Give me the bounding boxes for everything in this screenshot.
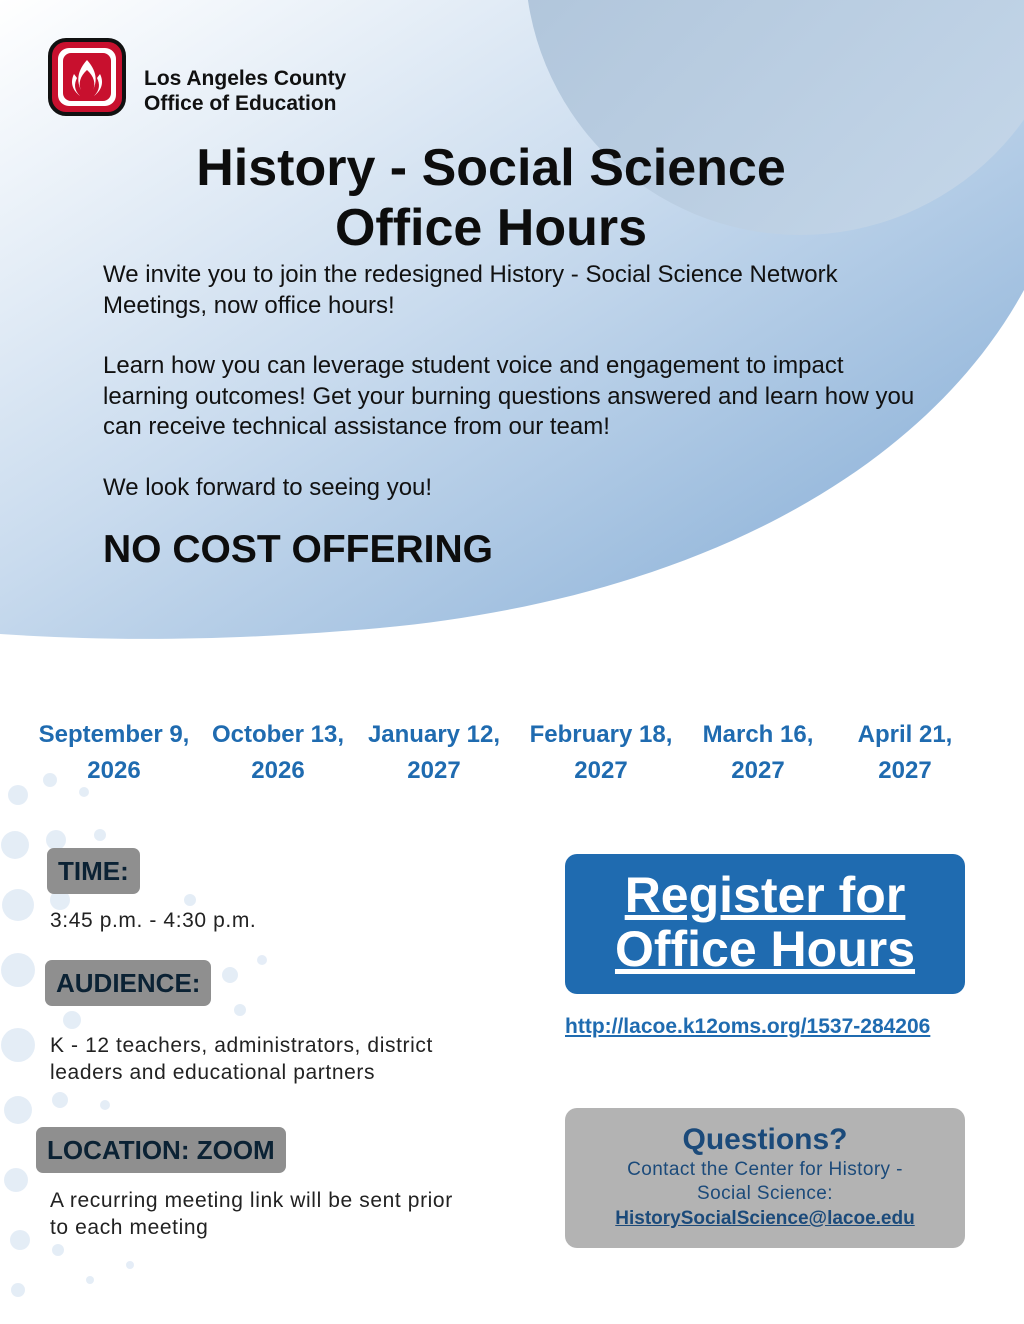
time-value: 3:45 p.m. - 4:30 p.m. xyxy=(50,909,257,932)
session-date-year: 2027 xyxy=(878,757,932,784)
intro-text xyxy=(103,260,923,533)
session-date-day: February 18, xyxy=(529,721,673,748)
time-label: TIME: xyxy=(47,848,140,894)
register-link[interactable]: http://lacoe.k12oms.org/1537-284206 xyxy=(565,1015,931,1038)
session-date-day: January 12, xyxy=(367,721,501,748)
questions-box xyxy=(565,1108,965,1248)
questions-title: Questions? xyxy=(682,1123,848,1156)
audience-label: AUDIENCE: xyxy=(45,960,211,1006)
session-date-day: April 21, xyxy=(857,721,953,748)
session-date xyxy=(339,717,529,789)
location-line2: to each meeting xyxy=(50,1216,209,1239)
session-date-day: March 16, xyxy=(702,721,814,748)
intro-paragraph-1: We invite you to join the redesigned History - Social Science Network Meetings, now office hours! xyxy=(103,261,838,319)
session-date-year: 2026 xyxy=(251,757,305,784)
location-value xyxy=(50,1187,453,1241)
lacoe-flame-logo-icon xyxy=(48,38,126,116)
org-name xyxy=(144,66,346,116)
audience-value xyxy=(50,1032,433,1086)
audience-line2: leaders and educational partners xyxy=(50,1061,376,1084)
session-date xyxy=(810,717,1000,789)
questions-email-link[interactable]: HistorySocialScience@lacoe.edu xyxy=(615,1208,915,1229)
location-label: LOCATION: ZOOM xyxy=(36,1127,286,1173)
session-date-day: September 9, xyxy=(38,721,190,748)
org-name-line1: Los Angeles County xyxy=(144,67,347,90)
no-cost-heading: NO COST OFFERING xyxy=(103,528,493,571)
intro-paragraph-3: We look forward to seeing you! xyxy=(103,473,433,501)
intro-paragraph-2: Learn how you can leverage student voice and engagement to impact learning outcomes! Get your burning questions answered and learn how you can receive technical assistance from our team! xyxy=(103,352,915,440)
page-title-line2: Office Hours xyxy=(334,199,648,257)
questions-line2: Social Science: xyxy=(697,1183,833,1204)
page-title-line1: History - Social Science xyxy=(196,139,786,197)
register-button[interactable] xyxy=(565,854,965,994)
org-name-line2: Office of Education xyxy=(144,92,337,115)
session-date-day: October 13, xyxy=(211,721,345,748)
session-date-year: 2027 xyxy=(407,757,461,784)
session-date-year: 2027 xyxy=(731,757,785,784)
session-date xyxy=(19,717,209,789)
register-button-line2: Office Hours xyxy=(614,921,916,977)
questions-line1: Contact the Center for History - xyxy=(627,1159,903,1180)
register-button-line1: Register for xyxy=(624,867,906,923)
session-date-year: 2027 xyxy=(574,757,628,784)
location-line1: A recurring meeting link will be sent prior xyxy=(50,1189,453,1212)
audience-line1: K - 12 teachers, administrators, district xyxy=(50,1034,433,1057)
session-date-year: 2026 xyxy=(87,757,141,784)
page-title xyxy=(90,138,892,258)
